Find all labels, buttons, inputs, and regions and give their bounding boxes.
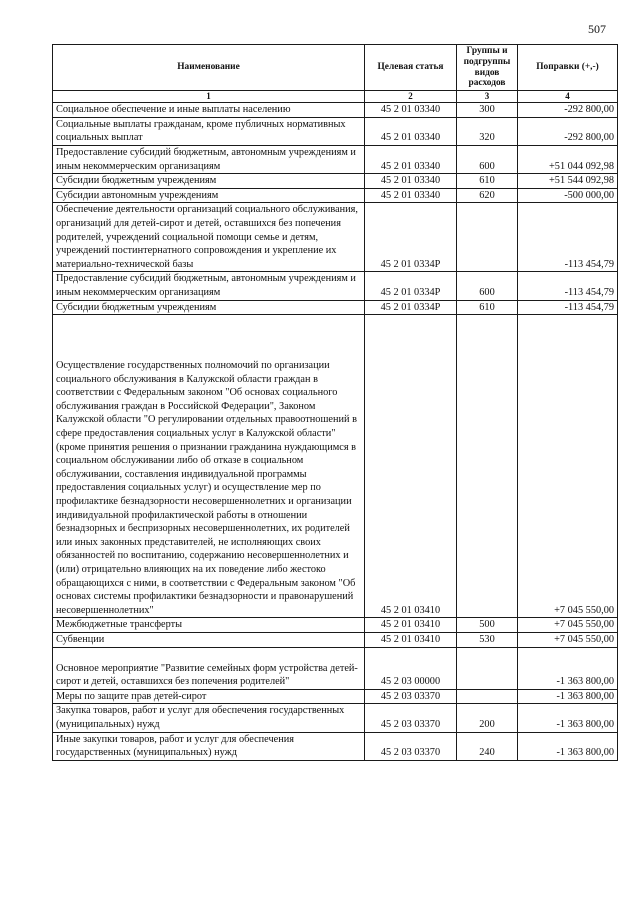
row-amount: -292 800,00 — [518, 103, 618, 118]
row-name: Субвенции — [53, 632, 365, 647]
row-group: 530 — [457, 632, 518, 647]
row-group: 610 — [457, 174, 518, 189]
row-group: 240 — [457, 732, 518, 760]
table-row — [53, 618, 618, 633]
table-row — [53, 647, 618, 689]
page-number: 507 — [588, 22, 606, 36]
row-code: 45 2 01 03410 — [365, 618, 457, 633]
row-group: 200 — [457, 704, 518, 732]
header-amount: Поправки (+,-) — [518, 45, 618, 91]
row-name: Закупка товаров, работ и услуг для обеспечения государственных (муниципальных) нужд — [53, 704, 365, 732]
row-code: 45 2 03 03370 — [365, 704, 457, 732]
row-code: 45 2 01 03340 — [365, 174, 457, 189]
header-name: Наименование — [53, 45, 365, 91]
row-code: 45 2 01 03410 — [365, 315, 457, 618]
row-code: 45 2 03 03370 — [365, 689, 457, 704]
row-name: Предоставление субсидий бюджетным, автономным учреждениям и иным некоммерческим организациям — [53, 145, 365, 173]
table-row — [53, 203, 618, 272]
row-amount: -1 363 800,00 — [518, 704, 618, 732]
row-code: 45 2 01 03410 — [365, 632, 457, 647]
table-row — [53, 689, 618, 704]
row-group: 500 — [457, 618, 518, 633]
row-code: 45 2 03 03370 — [365, 732, 457, 760]
table-row — [53, 272, 618, 300]
row-name: Социальное обеспечение и иные выплаты населению — [53, 103, 365, 118]
row-code: 45 2 01 0334Р — [365, 203, 457, 272]
row-name: Социальные выплаты гражданам, кроме публичных нормативных социальных выплат — [53, 117, 365, 145]
row-amount: -113 454,79 — [518, 203, 618, 272]
row-amount: +7 045 550,00 — [518, 618, 618, 633]
header-group: Группы и подгруппы видов расходов — [457, 45, 518, 91]
row-group — [457, 647, 518, 689]
column-number-row — [53, 91, 618, 103]
table-row — [53, 103, 618, 118]
row-name: Субсидии бюджетным учреждениям — [53, 300, 365, 315]
budget-amendments-table — [52, 44, 618, 761]
row-name: Меры по защите прав детей-сирот — [53, 689, 365, 704]
row-amount: +51 044 092,98 — [518, 145, 618, 173]
row-amount: -500 000,00 — [518, 188, 618, 203]
row-code: 45 2 01 0334Р — [365, 272, 457, 300]
row-amount: -1 363 800,00 — [518, 689, 618, 704]
row-code: 45 2 03 00000 — [365, 647, 457, 689]
row-code: 45 2 01 0334Р — [365, 300, 457, 315]
table-row — [53, 632, 618, 647]
row-group — [457, 203, 518, 272]
table-row — [53, 704, 618, 732]
row-amount: -113 454,79 — [518, 300, 618, 315]
row-group: 620 — [457, 188, 518, 203]
row-name: Субсидии бюджетным учреждениям — [53, 174, 365, 189]
row-code: 45 2 01 03340 — [365, 145, 457, 173]
row-group — [457, 689, 518, 704]
row-amount: +7 045 550,00 — [518, 632, 618, 647]
row-code: 45 2 01 03340 — [365, 188, 457, 203]
row-name: Иные закупки товаров, работ и услуг для обеспечения государственных (муниципальных) нужд — [53, 732, 365, 760]
row-amount: +51 544 092,98 — [518, 174, 618, 189]
column-number: 4 — [518, 91, 618, 103]
row-code: 45 2 01 03340 — [365, 117, 457, 145]
table-header-row — [53, 45, 618, 91]
row-name: Обеспечение деятельности организаций социального обслуживания, организаций для детей-сирот и детей, оставшихся без попечения родителей, учреждений социальной помощи семье и детям, учреждений постинтернатного сопровождения и укрепление их материально-технической базы — [53, 203, 365, 272]
row-name: Субсидии автономным учреждениям — [53, 188, 365, 203]
row-name: Осуществление государственных полномочий по организации социального обслуживания в Калужской области граждан в соответствии с Федеральным законом "Об основах социального обслуживания граждан в Российской Федерации", Законом Калужской области "О регулировании отдельных правоотношений в сфере предоставления социальных услуг в Калужской области" (кроме принятия решения о признании гражданина нуждающимся в социальном обслуживании либо об отказе в социальном обслуживании, составления индивидуальной программы предоставления социальных услуг) и осуществление мер по профилактике безнадзорности несовершеннолетних и организации индивидуальной профилактической работы в отношении безнадзорных и беспризорных несовершеннолетних, их родителей или иных законных представителей, не исполняющих своих обязанностей по воспитанию, содержанию несовершеннолетних и (или) отрицательно влияющих на их поведение либо жестоко обращающихся с ними, в соответствии с Федеральным законом "Об основах системы профилактики безнадзорности и правонарушений несовершеннолетних" — [53, 315, 365, 618]
row-amount: -292 800,00 — [518, 117, 618, 145]
column-number: 3 — [457, 91, 518, 103]
row-group — [457, 315, 518, 618]
table-row — [53, 732, 618, 760]
table-row — [53, 188, 618, 203]
row-amount: +7 045 550,00 — [518, 315, 618, 618]
row-group: 320 — [457, 117, 518, 145]
row-amount: -1 363 800,00 — [518, 732, 618, 760]
table-row — [53, 315, 618, 618]
table-row — [53, 174, 618, 189]
row-name: Основное мероприятие "Развитие семейных форм устройства детей-сирот и детей, оставшихся без попечения родителей" — [53, 647, 365, 689]
column-number: 1 — [53, 91, 365, 103]
header-code: Целевая статья — [365, 45, 457, 91]
row-name: Предоставление субсидий бюджетным, автономным учреждениям и иным некоммерческим организациям — [53, 272, 365, 300]
row-amount: -113 454,79 — [518, 272, 618, 300]
table-row — [53, 117, 618, 145]
column-number: 2 — [365, 91, 457, 103]
row-group: 610 — [457, 300, 518, 315]
row-name: Межбюджетные трансферты — [53, 618, 365, 633]
row-group: 300 — [457, 103, 518, 118]
table-row — [53, 145, 618, 173]
row-group: 600 — [457, 145, 518, 173]
row-code: 45 2 01 03340 — [365, 103, 457, 118]
row-amount: -1 363 800,00 — [518, 647, 618, 689]
row-group: 600 — [457, 272, 518, 300]
table-row — [53, 300, 618, 315]
